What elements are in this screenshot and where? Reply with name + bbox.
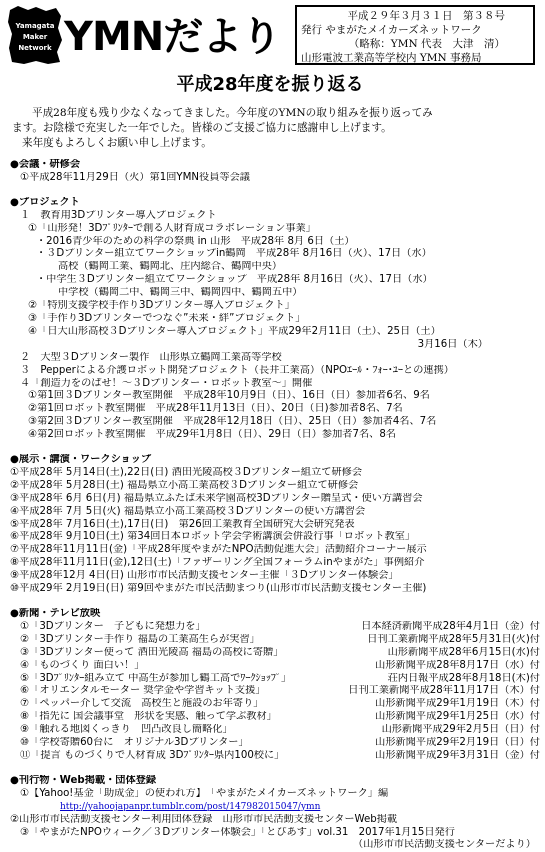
list-item: ②「特別支援学校手作り3Dプリンター導入プロジェクト」 bbox=[28, 300, 295, 312]
intro-line: 来年度もよろしくお願い申し上げます。 bbox=[22, 137, 212, 149]
media-title: ⑦「ペッパー介して交流 高校生と施設のお年寄り」 bbox=[20, 698, 264, 710]
media-source: 山形新聞平成29年1月25日（水）付 bbox=[375, 711, 540, 723]
list-item: ①平成28年 5月14日(土),22日(日) 酒田光陵高校３Dプリンター組立て研修会 bbox=[10, 466, 363, 478]
ymn-logo bbox=[6, 4, 64, 66]
list-item: ③「手作り3Dプリンターでつなぐ”未来・絆”プロジェクト」 bbox=[28, 312, 306, 324]
intro-line: 平成28年度も残り少なくなってきました。今年度のYMNの取り組みを振り返ってみ bbox=[32, 107, 433, 119]
list-item: ⑩平成29年 2月19日(日) 第9回やまがた市民活動まつり(山形市市民活動支援センター主催) bbox=[10, 583, 427, 595]
media-source: 山形新聞平成29年1月19日（木）付 bbox=[375, 698, 540, 710]
list-item: ②山形市市民活動支援センター利用団体登録 山形市市民活動支援センターWeb掲載 bbox=[10, 813, 398, 825]
list-item: ①平成28年11月29日（火）第1回YMN役員等会議 bbox=[20, 171, 250, 183]
media-row bbox=[10, 698, 540, 711]
representative: （略称：YMN 代表 大津 清） bbox=[348, 38, 505, 50]
media-row bbox=[10, 750, 540, 763]
intro-line: ます。お陰様で充実した一年でした。皆様のご支援ご協力に感謝申し上げます。 bbox=[12, 122, 392, 134]
media-title: ⑤「3Dﾌﾟﾘﾝﾀｰ組み立て 中高生が参加し鶴工高でﾜｰｸｼｮｯﾌﾟ」 bbox=[20, 672, 292, 684]
list-item: ４「創造力をのばせ！～３Dプリンター・ロボット教室～」開催 bbox=[20, 377, 313, 389]
list-item: ・中学生３Dプリンター組立てワークショップ 平成28年 8月16日（火）、17日（水） bbox=[36, 274, 433, 286]
office: 山形電波工業高等学校内 YMN 事務局 bbox=[301, 52, 482, 64]
main-heading: 平成28年度を振り返る bbox=[176, 74, 364, 95]
svg-text:Maker: Maker bbox=[22, 33, 48, 41]
newsletter-title: YMNだより bbox=[64, 14, 281, 60]
list-item: ３ Pepperによる介護ロボット開発プロジェクト（長井工業高）（NPOｴｰﾙ・ﾌｫｰ･ﾕｰとの連携） bbox=[20, 364, 454, 376]
list-item: １ 教育用3Dプリンター導入プロジェクト bbox=[20, 209, 217, 221]
media-row bbox=[10, 711, 540, 724]
media-title: ⑥「オリエンタルモーター 奨学金や学習キット支援」 bbox=[20, 685, 266, 697]
list-item: ①第1回３Dプリンター教室開催 平成28年10月9日（日）、16日（日）参加者6名、9名 bbox=[28, 390, 430, 402]
list-item: ⑨平成28年12月 4日(日) 山形市市民活動支援センター主催「３Dプリンター体験会」 bbox=[10, 570, 399, 582]
media-source: 日刊工業新聞平成28年5月31日(火)付 bbox=[367, 633, 540, 645]
media-title: ④「ものづくり 面白い！」 bbox=[20, 659, 145, 671]
media-title: ②「3Dプリンター手作り 福島の工業高生らが実習」 bbox=[20, 633, 260, 645]
list-item: ③第2回３Dプリンター教室開催 平成28年12月18日（日）、25日（日）参加者4名、7名 bbox=[28, 416, 437, 428]
section-meetings-title: ●会議・研修会 bbox=[10, 159, 81, 170]
media-row bbox=[10, 737, 540, 750]
yahoo-link[interactable]: http://yahoojapanpr.tumblr.com/post/147982015047/ymn bbox=[60, 801, 321, 812]
media-title: ①「3Dプリンター 子どもに発想力を」 bbox=[20, 620, 206, 632]
section-exhibitions-title: ●展示・講演・ワークショップ bbox=[10, 454, 152, 466]
list-item: ⑧平成28年11月11日(金),12日(土)「ファザーリング全国フォーラムinやまがた」事例紹介 bbox=[10, 557, 425, 569]
media-source: 山形新聞平成29年2月19日（日）付 bbox=[375, 737, 540, 749]
list-item: ④第2回ロボット教室開催 平成29年1月8日（日）、29日（日）参加者7名、8名 bbox=[28, 429, 396, 441]
list-item: （山形市市民活動支援センターだより） bbox=[353, 839, 536, 851]
list-item: 中学校（鶴岡二中、鶴岡三中、鶴岡四中、鶴岡五中） bbox=[58, 287, 303, 299]
list-item: ④平成28年 7月 5日(火) 福島県立小高工業高校３Dプリンターの使い方講習会 bbox=[10, 505, 366, 517]
media-row bbox=[10, 647, 540, 660]
list-item: ２ 大型３Dプリンター製作 山形県立鶴岡工業高等学校 bbox=[20, 351, 282, 363]
list-item: ⑥平成28年 9月10日(土) 第34回日本ロボット学会学術講演会併設行事「ロボット教室」 bbox=[10, 531, 416, 543]
issue-info-box bbox=[295, 5, 535, 65]
list-item: ②第1回ロボット教室開催 平成28年11月13日（日）、20日（日)参加者8名、7名 bbox=[28, 403, 403, 415]
list-item: ④「日大山形高校３Dプリンター導入プロジェクト」平成29年2月11日（土）、25日（土） bbox=[28, 325, 441, 337]
list-item: ③「やまがたNPOウィーク／３Dプリンター体験会」「とびあす」vol.31 2017年1月15日発行 bbox=[20, 826, 455, 838]
list-item: ⑤平成28年 7月16日(土),17日(日) 第26回工業教育全国研究大会研究発表 bbox=[10, 518, 355, 530]
media-row bbox=[10, 621, 540, 634]
media-title: ⑩「学校寄贈60台に オリジナル3Dプリンター」 bbox=[20, 737, 249, 749]
list-item: ③平成28年 6月 6日(月) 福島県立ふたば未来学園高校3Dプリンター贈呈式・使い方講習会 bbox=[10, 492, 423, 504]
svg-text:Yamagata: Yamagata bbox=[15, 22, 55, 30]
publisher: 発行 やまがたメイカーズネットワーク bbox=[301, 24, 482, 36]
media-row bbox=[10, 634, 540, 647]
media-title: ⑧「指先に 国会議事堂 形状を実感、触って学ぶ教材」 bbox=[20, 711, 277, 723]
list-item: 3月16日（木） bbox=[417, 338, 488, 350]
list-item: ①「山形発！3Dﾌﾟﾘﾝﾀｰで創る人財育成コラボレーション事業」 bbox=[28, 222, 316, 234]
media-source: 日刊工業新聞平成28年11月17日（木）付 bbox=[348, 685, 540, 697]
issue-date: 平成２９年３月３１日 第３８号 bbox=[347, 10, 505, 22]
intro-paragraph bbox=[12, 106, 532, 151]
media-source: 荘内日報平成28年8月18日(木)付 bbox=[387, 672, 540, 684]
list-item: ②平成28年 5月28日(土) 福島県立小高工業高校３Dプリンター組立て研修会 bbox=[10, 479, 359, 491]
media-source: 山形新聞平成28年6月15日(水)付 bbox=[387, 646, 540, 658]
media-source: 日本経済新聞平成28年4月1日（金）付 bbox=[361, 620, 540, 632]
section-media-title: ●新聞・テレビ放映 bbox=[10, 608, 101, 619]
list-item: ・2016青少年のための科学の祭典 in 山形 平成28年 8月 6日（土） bbox=[36, 235, 355, 247]
media-row bbox=[10, 685, 540, 698]
media-row bbox=[10, 673, 540, 686]
svg-text:Network: Network bbox=[18, 44, 52, 52]
list-item: ①【Yahoo!基金「助成金」の使われ方】 「やまがたメイカーズネットワーク」編 bbox=[20, 787, 389, 799]
media-source: 山形新聞平成28年8月17日（水）付 bbox=[375, 659, 540, 671]
media-title: ⑪「提言 ものづくりで人材育成 3Dﾌﾟﾘﾝﾀｰ県内100校に」 bbox=[20, 749, 285, 761]
section-projects-title: ●プロジェクト bbox=[10, 196, 80, 208]
list-item: ・３Dプリンター組立てワークショップin鶴岡 平成28年 8月16日（火）、17日（水） bbox=[36, 248, 432, 260]
media-title: ③「3Dプリンター使って 酒田光陵高 福島の高校に寄贈」 bbox=[20, 646, 284, 658]
list-item: ⑦平成28年11月11日(金)「平成28年度やまがたNPO活動促進大会」活動紹介コーナー展示 bbox=[10, 544, 427, 556]
list-item: 高校（鶴岡工業、鶴岡北、庄内総合、鶴岡中央） bbox=[58, 261, 283, 273]
media-row bbox=[10, 724, 540, 737]
media-source: 山形新聞平成29年3月31日（金）付 bbox=[375, 749, 540, 761]
section-publications-title: ●刊行物・Web掲載・団体登録 bbox=[10, 774, 157, 786]
media-source: 山形新聞平成29年2月5日（日）付 bbox=[381, 724, 540, 736]
media-row bbox=[10, 660, 540, 673]
media-title: ⑨「触れる地図くっきり 凹凸改良し簡略化」 bbox=[20, 724, 233, 736]
content-body bbox=[10, 159, 540, 852]
